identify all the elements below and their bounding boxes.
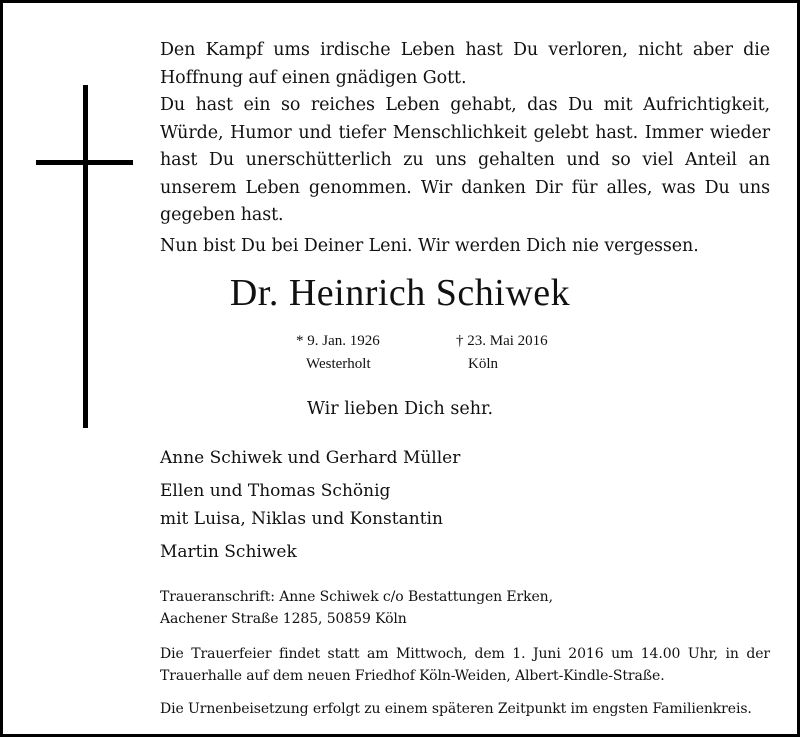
mourner-line-4: Martin Schiwek bbox=[160, 542, 297, 562]
birth-place: Westerholt bbox=[306, 356, 371, 372]
mourning-address bbox=[160, 586, 770, 630]
cross-icon-horizontal bbox=[36, 160, 133, 165]
death-place: Köln bbox=[468, 356, 498, 372]
address-line-2: Aachener Straße 1285, 50859 Köln bbox=[160, 611, 407, 627]
birth-date: * 9. Jan. 1926 bbox=[296, 333, 380, 349]
mourner-line-2: Ellen und Thomas Schönig bbox=[160, 481, 391, 501]
memorial-paragraph-1: Den Kampf ums irdische Leben hast Du verloren, nicht aber die Hoffnung auf einen gnädigen Gott. bbox=[160, 40, 770, 88]
mourner-line-1: Anne Schiwek und Gerhard Müller bbox=[160, 448, 461, 468]
memorial-paragraph-3: Nun bist Du bei Deiner Leni. Wir werden Dich nie vergessen. bbox=[160, 235, 699, 256]
urn-burial-info: Die Urnenbeisetzung erfolgt zu einem späteren Zeitpunkt im engsten Familienkreis. bbox=[160, 701, 752, 717]
death-info bbox=[456, 330, 548, 376]
love-line: Wir lieben Dich sehr. bbox=[306, 399, 494, 419]
mourners-list bbox=[160, 444, 460, 566]
death-date: † 23. Mai 2016 bbox=[456, 333, 548, 349]
address-line-1: Traueranschrift: Anne Schiwek c/o Bestattungen Erken, bbox=[160, 589, 553, 605]
birth-info bbox=[296, 330, 380, 376]
deceased-name: Dr. Heinrich Schiwek bbox=[229, 272, 571, 314]
ceremony-info: Die Trauerfeier findet statt am Mittwoch, dem 1. Juni 2016 um 14.00 Uhr, in der Trauerhalle auf dem neuen Friedhof Köln-Weiden, Albert-Kindle-Straße. bbox=[160, 646, 770, 684]
memorial-text bbox=[160, 37, 770, 260]
mourner-line-3: mit Luisa, Niklas und Konstantin bbox=[160, 509, 443, 529]
memorial-paragraph-2: Du hast ein so reiches Leben gehabt, das Du mit Aufrichtigkeit, Würde, Humor und tiefer Menschlichkeit gelebt hast. Immer wieder hast Du unerschütterlich zu uns gehalten und so viel Anteil an unserem Leben genommen. Wir danken Dir für alles, was Du uns gegeben hast. bbox=[160, 95, 770, 225]
cross-icon-vertical bbox=[83, 85, 88, 428]
